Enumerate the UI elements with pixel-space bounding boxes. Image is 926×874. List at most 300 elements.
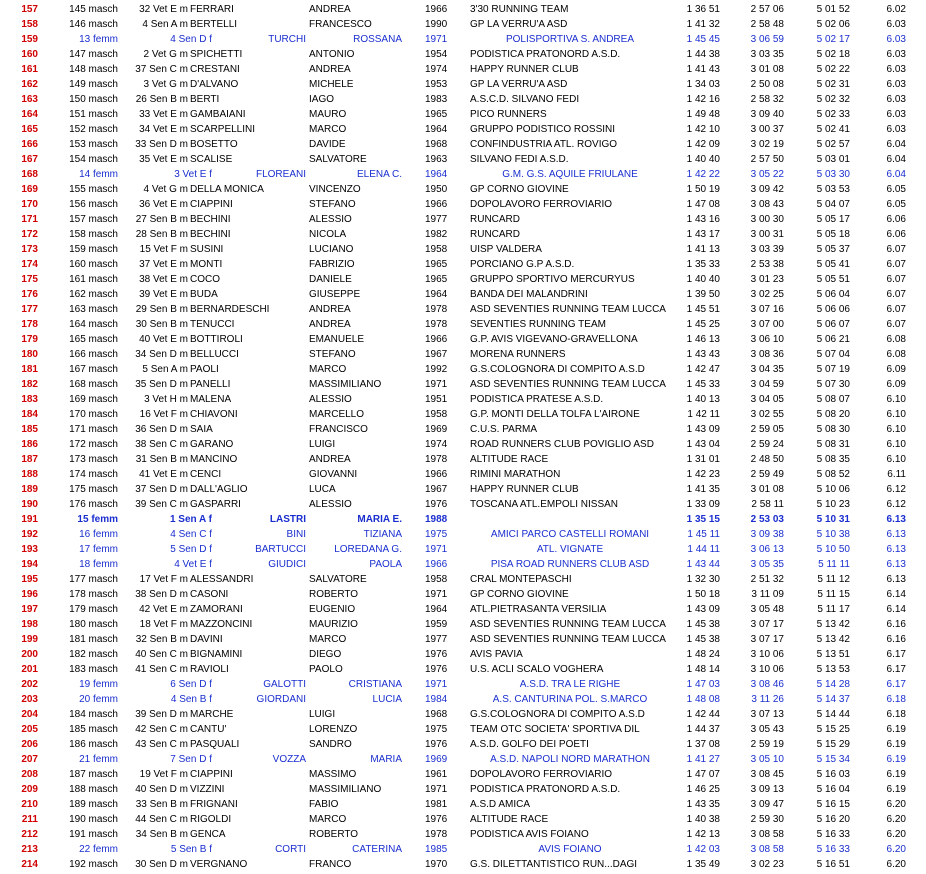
category-cell: 34 Vet E m [139, 124, 188, 135]
table-row [0, 512, 926, 527]
category-cell: 4 Sen C f [170, 529, 212, 540]
split-time-2-cell: 3 08 43 [750, 199, 784, 210]
gender-rank-cell: 13 femm [79, 34, 118, 45]
finish-time-cell: 5 11 12 [817, 574, 850, 585]
finish-time-cell: 5 07 04 [816, 349, 850, 360]
team-cell: AVIS FOIANO [538, 844, 602, 855]
pace-cell: 6.03 [886, 109, 906, 120]
table-row [0, 212, 926, 227]
surname-cell: BOSETTO [190, 139, 238, 150]
birth-year-cell: 1977 [425, 634, 448, 645]
surname-cell: TENUCCI [190, 319, 235, 330]
position-cell: 200 [21, 649, 38, 660]
first-name-cell: MARCO [309, 634, 347, 645]
surname-cell: BECHINI [190, 214, 231, 225]
split-time-2-cell: 3 01 08 [750, 64, 784, 75]
birth-year-cell: 1981 [425, 799, 448, 810]
table-row [0, 392, 926, 407]
surname-cell: ZAMORANI [190, 604, 243, 615]
finish-time-cell: 5 08 31 [816, 439, 850, 450]
pace-cell: 6.20 [886, 859, 906, 870]
category-cell: 3 Vet H m [144, 394, 188, 405]
split-time-1-cell: 1 42 22 [686, 169, 720, 180]
position-cell: 161 [21, 64, 38, 75]
team-cell: MORENA RUNNERS [470, 349, 566, 360]
surname-cell: BERNARDESCHI [190, 304, 270, 315]
category-cell: 37 Sen D m [135, 484, 188, 495]
finish-time-cell: 5 15 34 [816, 754, 850, 765]
pace-cell: 6.07 [886, 304, 906, 315]
split-time-1-cell: 1 46 25 [686, 784, 720, 795]
table-row [0, 302, 926, 317]
gender-rank-cell: 164 masch [69, 319, 118, 330]
split-time-1-cell: 1 42 13 [686, 829, 720, 840]
first-name-cell: EUGENIO [309, 604, 356, 615]
table-row [0, 572, 926, 587]
birth-year-cell: 1965 [425, 274, 448, 285]
surname-cell: CASONI [190, 589, 229, 600]
split-time-2-cell: 3 11 09 [751, 589, 784, 600]
split-time-1-cell: 1 45 25 [686, 319, 720, 330]
split-time-1-cell: 1 35 33 [686, 259, 720, 270]
gender-rank-cell: 152 masch [69, 124, 118, 135]
first-name-cell: MARCO [309, 124, 347, 135]
split-time-1-cell: 1 41 35 [686, 484, 720, 495]
team-cell: CRAL MONTEPASCHI [470, 574, 572, 585]
first-name-cell: FRANCISCO [309, 424, 368, 435]
surname-cell: MALENA [190, 394, 232, 405]
split-time-2-cell: 3 09 38 [750, 529, 784, 540]
category-cell: 19 Vet F m [139, 769, 188, 780]
gender-rank-cell: 149 masch [69, 79, 118, 90]
split-time-1-cell: 1 36 51 [686, 4, 720, 15]
table-row [0, 377, 926, 392]
birth-year-cell: 1966 [425, 469, 448, 480]
split-time-1-cell: 1 43 43 [686, 349, 720, 360]
gender-rank-cell: 147 masch [69, 49, 118, 60]
surname-cell: MAZZONCINI [190, 619, 253, 630]
team-cell: TEAM OTC SOCIETA' SPORTIVA DIL [470, 724, 640, 735]
split-time-2-cell: 3 10 06 [750, 664, 784, 675]
pace-cell: 6.08 [886, 334, 906, 345]
birth-year-cell: 1992 [425, 364, 448, 375]
team-cell: GP LA VERRU'A ASD [470, 79, 568, 90]
finish-time-cell: 5 02 31 [816, 79, 850, 90]
team-cell: G.P. AVIS VIGEVANO-GRAVELLONA [470, 334, 638, 345]
finish-time-cell: 5 03 30 [816, 169, 850, 180]
pace-cell: 6.05 [886, 184, 906, 195]
pace-cell: 6.16 [886, 619, 906, 630]
split-time-2-cell: 3 09 40 [750, 109, 784, 120]
pace-cell: 6.13 [886, 559, 906, 570]
position-cell: 175 [21, 274, 38, 285]
birth-year-cell: 1978 [425, 829, 448, 840]
category-cell: 29 Sen B m [135, 304, 188, 315]
position-cell: 201 [21, 664, 38, 675]
category-cell: 33 Sen B m [135, 799, 188, 810]
team-cell: G.M. G.S. AQUILE FRIULANE [502, 169, 638, 180]
table-row [0, 2, 926, 17]
position-cell: 205 [21, 724, 38, 735]
finish-time-cell: 5 10 38 [816, 529, 850, 540]
split-time-1-cell: 1 43 16 [686, 214, 720, 225]
surname-cell: BINI [286, 529, 306, 540]
surname-cell: PAOLI [190, 364, 219, 375]
position-cell: 159 [21, 34, 38, 45]
position-cell: 196 [21, 589, 38, 600]
surname-cell: COCO [190, 274, 220, 285]
gender-rank-cell: 167 masch [69, 364, 118, 375]
category-cell: 5 Sen D f [170, 544, 212, 555]
category-cell: 37 Sen C m [135, 64, 188, 75]
birth-year-cell: 1971 [425, 679, 448, 690]
pace-cell: 6.08 [886, 349, 906, 360]
pace-cell: 6.17 [886, 679, 906, 690]
pace-cell: 6.04 [886, 139, 906, 150]
finish-time-cell: 5 16 33 [816, 844, 850, 855]
pace-cell: 6.03 [886, 34, 906, 45]
table-row [0, 17, 926, 32]
position-cell: 160 [21, 49, 38, 60]
finish-time-cell: 5 11 15 [817, 589, 850, 600]
finish-time-cell: 5 06 06 [816, 304, 850, 315]
table-row [0, 107, 926, 122]
first-name-cell: ELENA C. [356, 169, 402, 180]
gender-rank-cell: 163 masch [69, 304, 118, 315]
table-row [0, 767, 926, 782]
category-cell: 32 Vet E m [139, 4, 188, 15]
position-cell: 208 [21, 769, 38, 780]
pace-cell: 6.04 [886, 154, 906, 165]
team-cell: POLISPORTIVA S. ANDREA [505, 34, 634, 45]
split-time-2-cell: 3 00 37 [750, 124, 784, 135]
pace-cell: 6.18 [886, 709, 906, 720]
category-cell: 35 Vet E m [139, 154, 188, 165]
split-time-2-cell: 3 09 47 [750, 799, 784, 810]
split-time-2-cell: 3 06 59 [750, 34, 784, 45]
team-cell: HAPPY RUNNER CLUB [470, 484, 579, 495]
pace-cell: 6.07 [886, 289, 906, 300]
split-time-2-cell: 3 04 05 [750, 394, 784, 405]
team-cell: PODISTICA PRATONORD A.S.D. [470, 784, 621, 795]
birth-year-cell: 1970 [425, 859, 448, 870]
surname-cell: PANELLI [190, 379, 231, 390]
split-time-1-cell: 1 43 35 [686, 799, 720, 810]
finish-time-cell: 5 03 01 [816, 154, 850, 165]
pace-cell: 6.02 [886, 4, 906, 15]
surname-cell: CENCI [190, 469, 222, 480]
category-cell: 4 Vet G m [143, 184, 188, 195]
table-row [0, 497, 926, 512]
finish-time-cell: 5 05 51 [816, 274, 850, 285]
finish-time-cell: 5 14 28 [816, 679, 850, 690]
category-cell: 1 Sen A f [169, 514, 212, 525]
category-cell: 6 Sen D f [170, 679, 212, 690]
team-cell: DOPOLAVORO FERROVIARIO [470, 199, 613, 210]
pace-cell: 6.13 [886, 544, 906, 555]
split-time-2-cell: 2 50 08 [750, 79, 784, 90]
surname-cell: MANCINO [190, 454, 238, 465]
birth-year-cell: 1975 [425, 529, 448, 540]
first-name-cell: MARCO [309, 814, 347, 825]
pace-cell: 6.04 [886, 169, 906, 180]
birth-year-cell: 1958 [425, 409, 448, 420]
position-cell: 170 [21, 199, 38, 210]
birth-year-cell: 1966 [425, 199, 448, 210]
table-row [0, 842, 926, 857]
split-time-1-cell: 1 46 13 [686, 334, 720, 345]
split-time-1-cell: 1 48 08 [686, 694, 720, 705]
pace-cell: 6.03 [886, 64, 906, 75]
category-cell: 33 Sen D m [135, 139, 188, 150]
gender-rank-cell: 190 masch [69, 814, 118, 825]
split-time-1-cell: 1 35 15 [686, 514, 720, 525]
team-cell: ASD SEVENTIES RUNNING TEAM LUCCA [470, 619, 666, 630]
position-cell: 168 [21, 169, 38, 180]
split-time-2-cell: 2 48 50 [750, 454, 784, 465]
position-cell: 171 [21, 214, 38, 225]
category-cell: 2 Vet G m [143, 49, 188, 60]
birth-year-cell: 1958 [425, 574, 448, 585]
table-row [0, 77, 926, 92]
split-time-1-cell: 1 43 44 [686, 559, 720, 570]
first-name-cell: LORENZO [309, 724, 358, 735]
position-cell: 207 [21, 754, 38, 765]
position-cell: 192 [21, 529, 38, 540]
gender-rank-cell: 186 masch [69, 739, 118, 750]
surname-cell: VOZZA [272, 754, 306, 765]
table-row [0, 452, 926, 467]
position-cell: 169 [21, 184, 38, 195]
split-time-1-cell: 1 43 09 [686, 424, 720, 435]
table-row [0, 167, 926, 182]
team-cell: ATL.PIETRASANTA VERSILIA [470, 604, 607, 615]
finish-time-cell: 5 13 42 [816, 619, 850, 630]
first-name-cell: LUCA [309, 484, 336, 495]
table-row [0, 272, 926, 287]
split-time-2-cell: 3 02 23 [750, 859, 784, 870]
first-name-cell: CATERINA [352, 844, 402, 855]
split-time-2-cell: 2 59 19 [750, 739, 784, 750]
category-cell: 32 Sen B m [135, 634, 188, 645]
gender-rank-cell: 184 masch [69, 709, 118, 720]
surname-cell: MARCHE [190, 709, 234, 720]
first-name-cell: SANDRO [309, 739, 352, 750]
split-time-1-cell: 1 48 14 [686, 664, 720, 675]
surname-cell: MONTI [190, 259, 223, 270]
team-cell: SILVANO FEDI A.S.D. [470, 154, 569, 165]
split-time-2-cell: 3 08 58 [750, 844, 784, 855]
pace-cell: 6.17 [886, 649, 906, 660]
split-time-2-cell: 3 00 30 [750, 214, 784, 225]
first-name-cell: LUIGI [309, 709, 336, 720]
gender-rank-cell: 16 femm [79, 529, 118, 540]
split-time-2-cell: 2 59 05 [750, 424, 784, 435]
category-cell: 35 Sen D m [135, 379, 188, 390]
birth-year-cell: 1966 [425, 559, 448, 570]
gender-rank-cell: 170 masch [69, 409, 118, 420]
table-row [0, 752, 926, 767]
first-name-cell: ROBERTO [309, 829, 359, 840]
birth-year-cell: 1976 [425, 649, 448, 660]
gender-rank-cell: 191 masch [69, 829, 118, 840]
table-row [0, 317, 926, 332]
split-time-2-cell: 3 11 26 [751, 694, 784, 705]
surname-cell: CIAPPINI [190, 769, 233, 780]
split-time-1-cell: 1 49 48 [686, 109, 720, 120]
split-time-2-cell: 3 09 42 [750, 184, 784, 195]
gender-rank-cell: 20 femm [79, 694, 118, 705]
surname-cell: BERTELLI [190, 19, 238, 30]
position-cell: 162 [21, 79, 38, 90]
surname-cell: BERTI [190, 94, 220, 105]
team-cell: CONFINDUSTRIA ATL. ROVIGO [470, 139, 618, 150]
birth-year-cell: 1968 [425, 709, 448, 720]
finish-time-cell: 5 10 31 [816, 514, 850, 525]
pace-cell: 6.07 [886, 274, 906, 285]
pace-cell: 6.10 [886, 409, 906, 420]
birth-year-cell: 1971 [425, 784, 448, 795]
team-cell: PODISTICA PRATONORD A.S.D. [470, 49, 621, 60]
pace-cell: 6.19 [886, 769, 906, 780]
split-time-1-cell: 1 42 09 [686, 139, 720, 150]
finish-time-cell: 5 05 41 [816, 259, 850, 270]
gender-rank-cell: 165 masch [69, 334, 118, 345]
table-row [0, 182, 926, 197]
table-row [0, 587, 926, 602]
split-time-1-cell: 1 45 33 [686, 379, 720, 390]
team-cell: PODISTICA AVIS FOIANO [470, 829, 589, 840]
split-time-1-cell: 1 47 08 [686, 199, 720, 210]
pace-cell: 6.03 [886, 19, 906, 30]
position-cell: 179 [21, 334, 38, 345]
position-cell: 176 [21, 289, 38, 300]
gender-rank-cell: 189 masch [69, 799, 118, 810]
position-cell: 211 [21, 814, 38, 825]
team-cell: ASD SEVENTIES RUNNING TEAM LUCCA [470, 304, 666, 315]
category-cell: 36 Vet E m [139, 199, 188, 210]
pace-cell: 6.03 [886, 124, 906, 135]
team-cell: AVIS PAVIA [470, 649, 523, 660]
split-time-1-cell: 1 31 01 [686, 454, 720, 465]
birth-year-cell: 1983 [425, 94, 448, 105]
finish-time-cell: 5 14 37 [816, 694, 850, 705]
split-time-2-cell: 3 06 10 [750, 334, 784, 345]
split-time-1-cell: 1 32 30 [686, 574, 720, 585]
birth-year-cell: 1966 [425, 4, 448, 15]
surname-cell: TURCHI [268, 34, 306, 45]
finish-time-cell: 5 16 33 [816, 829, 850, 840]
team-cell: SEVENTIES RUNNING TEAM [470, 319, 606, 330]
finish-time-cell: 5 13 42 [816, 634, 850, 645]
pace-cell: 6.06 [886, 229, 906, 240]
table-row [0, 677, 926, 692]
pace-cell: 6.19 [886, 754, 906, 765]
finish-time-cell: 5 16 20 [816, 814, 850, 825]
position-cell: 166 [21, 139, 38, 150]
first-name-cell: LUIGI [309, 439, 336, 450]
position-cell: 167 [21, 154, 38, 165]
gender-rank-cell: 182 masch [69, 649, 118, 660]
team-cell: PISA ROAD RUNNERS CLUB ASD [490, 559, 650, 570]
category-cell: 44 Sen C m [135, 814, 188, 825]
gender-rank-cell: 161 masch [69, 274, 118, 285]
birth-year-cell: 1976 [425, 814, 448, 825]
first-name-cell: ALESSIO [309, 499, 352, 510]
split-time-1-cell: 1 50 18 [686, 589, 720, 600]
position-cell: 181 [21, 364, 38, 375]
team-cell: ALTITUDE RACE [470, 814, 549, 825]
pace-cell: 6.20 [886, 799, 906, 810]
category-cell: 31 Sen B m [135, 454, 188, 465]
position-cell: 202 [21, 679, 38, 690]
category-cell: 41 Sen C m [135, 664, 188, 675]
split-time-2-cell: 3 05 48 [750, 604, 784, 615]
split-time-2-cell: 3 05 43 [750, 724, 784, 735]
birth-year-cell: 1976 [425, 664, 448, 675]
split-time-1-cell: 1 41 43 [686, 64, 720, 75]
table-row [0, 332, 926, 347]
finish-time-cell: 5 10 23 [816, 499, 850, 510]
position-cell: 157 [21, 4, 38, 15]
surname-cell: GIUDICI [268, 559, 306, 570]
table-row [0, 287, 926, 302]
position-cell: 195 [21, 574, 38, 585]
gender-rank-cell: 145 masch [69, 4, 118, 15]
category-cell: 15 Vet F m [139, 244, 188, 255]
split-time-1-cell: 1 45 38 [686, 619, 720, 630]
team-cell: A.S.D. TRA LE RIGHE [519, 679, 621, 690]
split-time-1-cell: 1 47 03 [686, 679, 720, 690]
table-row [0, 647, 926, 662]
category-cell: 41 Vet E m [139, 469, 188, 480]
category-cell: 42 Sen C m [135, 724, 188, 735]
first-name-cell: FRANCESCO [309, 19, 372, 30]
team-cell: A.S.D AMICA [470, 799, 531, 810]
split-time-2-cell: 3 07 13 [750, 709, 784, 720]
gender-rank-cell: 155 masch [69, 184, 118, 195]
team-cell: ROAD RUNNERS CLUB POVIGLIO ASD [470, 439, 654, 450]
pace-cell: 6.19 [886, 724, 906, 735]
gender-rank-cell: 160 masch [69, 259, 118, 270]
pace-cell: 6.18 [886, 694, 906, 705]
gender-rank-cell: 185 masch [69, 724, 118, 735]
pace-cell: 6.20 [886, 814, 906, 825]
birth-year-cell: 1966 [425, 334, 448, 345]
position-cell: 194 [21, 559, 38, 570]
surname-cell: CANTU' [190, 724, 227, 735]
split-time-1-cell: 1 43 04 [686, 439, 720, 450]
birth-year-cell: 1971 [425, 589, 448, 600]
split-time-2-cell: 3 00 31 [750, 229, 784, 240]
first-name-cell: LUCIA [372, 694, 402, 705]
first-name-cell: ANDREA [309, 304, 351, 315]
split-time-2-cell: 3 07 16 [750, 304, 784, 315]
surname-cell: SAIA [190, 424, 213, 435]
position-cell: 206 [21, 739, 38, 750]
split-time-2-cell: 2 57 50 [750, 154, 784, 165]
pace-cell: 6.16 [886, 634, 906, 645]
finish-time-cell: 5 03 53 [816, 184, 850, 195]
surname-cell: SCALISE [190, 154, 233, 165]
gender-rank-cell: 157 masch [69, 214, 118, 225]
finish-time-cell: 5 16 03 [816, 769, 850, 780]
surname-cell: BIGNAMINI [190, 649, 243, 660]
team-cell: ALTITUDE RACE [470, 454, 549, 465]
split-time-1-cell: 1 42 47 [686, 364, 720, 375]
birth-year-cell: 1969 [425, 424, 448, 435]
table-row [0, 737, 926, 752]
